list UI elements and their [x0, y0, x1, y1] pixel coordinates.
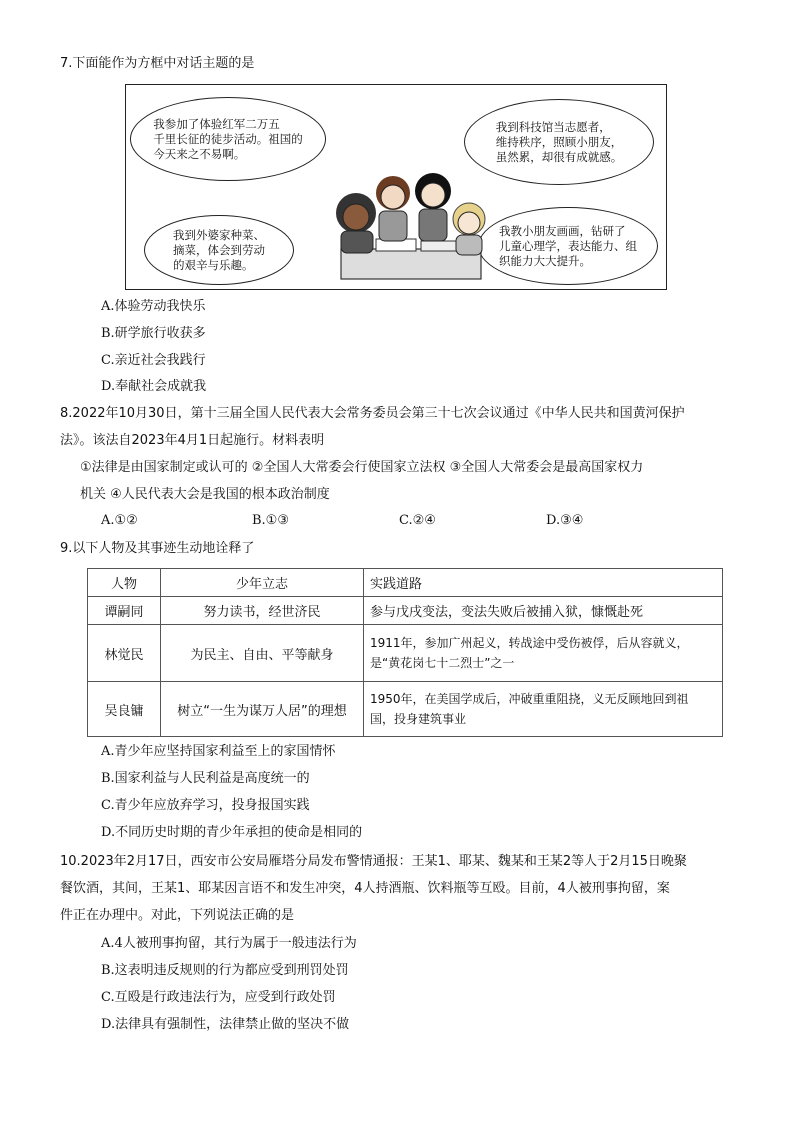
path-line: 1911年，参加广州起义，转战途中受伤被俘，后从容就义，: [370, 636, 689, 650]
q7-option-c[interactable]: C.亲近社会我践行: [101, 353, 206, 368]
q9-option-b[interactable]: B.国家利益与人民利益是高度统一的: [101, 771, 310, 786]
bubble-text: 我到科技馆当志愿者， 维持秩序，照顾小朋友， 虽然累，却很有成就感。: [495, 119, 623, 164]
person-aim: 努力读书，经世济民: [161, 597, 364, 625]
path-line: 国，投身建筑事业: [370, 712, 467, 726]
bubble-text: 我教小朋友画画，钻研了 儿童心理学，表达能力、组 织能力大大提升。: [499, 223, 637, 268]
speech-bubble-bottom-right: [478, 207, 658, 285]
q8-stem-line-1: 8.2022年10月30日，第十三届全国人民代表大会常务委员会第三十七次会议通过《中华人民共和国黄河保护: [60, 406, 685, 421]
q8-statements-line-1: ①法律是由国家制定或认可的 ②全国人大常委会行使国家立法权 ③全国人大常委会是最高国家权力: [80, 460, 644, 475]
header-cell: 人物: [88, 569, 161, 597]
person-name: 吴良镛: [88, 682, 161, 737]
path-line: 1950年，在美国学成后，冲破重重阻挠，义无反顾地回到祖: [370, 692, 689, 706]
children-illustration: [321, 153, 496, 281]
header-cell: 实践道路: [364, 569, 723, 597]
q7-stem: 7.下面能作为方框中对话主题的是: [60, 56, 255, 71]
q10-stem-line-2: 餐饮酒，其间，王某1、耶某因言语不和发生冲突，4人持酒瓶、饮料瓶等互殴。目前，4人被刑事拘留，案: [60, 881, 670, 896]
bubble-text: 我参加了体验红军二万五 千里长征的徒步活动。祖国的 今天来之不易啊。: [153, 116, 303, 161]
table-header-row: [88, 569, 723, 597]
q10-stem-line-3: 件正在办理中。对此，下列说法正确的是: [60, 908, 295, 923]
q9-option-c[interactable]: C.青少年应放弃学习，投身报国实践: [101, 798, 310, 813]
q9-option-d[interactable]: D.不同历史时期的青少年承担的使命是相同的: [101, 825, 363, 840]
q9-stem: 9.以下人物及其事迹生动地诠释了: [60, 541, 255, 556]
person-path: [364, 682, 723, 737]
q8-stem-line-2: 法》。该法自2023年4月1日起施行。材料表明: [60, 433, 325, 448]
q10-option-a[interactable]: A.4人被刑事拘留，其行为属于一般违法行为: [101, 936, 357, 951]
q10-option-b[interactable]: B.这表明违反规则的行为都应受到刑罚处罚: [101, 963, 349, 978]
person-aim: 树立“一生为谋万人居”的理想: [161, 682, 364, 737]
person-name: 谭嗣同: [88, 597, 161, 625]
person-path: [364, 625, 723, 682]
q7-option-a[interactable]: A.体验劳动我快乐: [101, 299, 206, 314]
speech-bubble-top-left: [130, 97, 326, 181]
q10-option-c[interactable]: C.互殴是行政违法行为，应受到行政处罚: [101, 990, 336, 1005]
deeds-table: [87, 568, 723, 737]
q7-option-d[interactable]: D.奉献社会成就我: [101, 379, 207, 394]
person-name: 林觉民: [88, 625, 161, 682]
q8-choice-d[interactable]: D.③④: [546, 513, 584, 528]
header-cell: 少年立志: [161, 569, 364, 597]
q9-option-a[interactable]: A.青少年应坚持国家利益至上的家国情怀: [101, 744, 336, 759]
bubble-text: 我到外婆家种菜、 摘菜，体会到劳动 的艰辛与乐趣。: [173, 227, 265, 272]
dialogue-figure: [125, 84, 667, 290]
path-line: 是“黄花岗七十二烈士”之一: [370, 656, 515, 670]
q8-choice-c[interactable]: C.②④: [399, 513, 436, 528]
person-path: 参与戊戌变法，变法失败后被捕入狱，慷慨赴死: [364, 597, 723, 625]
q10-stem-line-1: 10.2023年2月17日，西安市公安局雁塔分局发布警情通报：王某1、耶某、魏某和王某2等人于2月15日晚聚: [60, 854, 687, 869]
q8-choice-b[interactable]: B.①③: [252, 513, 289, 528]
table-row: [88, 625, 723, 682]
q8-statements-line-2: 机关 ④人民代表大会是我国的根本政治制度: [80, 487, 330, 502]
person-aim: 为民主、自由、平等献身: [161, 625, 364, 682]
table-row: [88, 682, 723, 737]
table-row: [88, 597, 723, 625]
q7-option-b[interactable]: B.研学旅行收获多: [101, 326, 206, 341]
speech-bubble-bottom-left: [144, 215, 294, 285]
q10-option-d[interactable]: D.法律具有强制性，法律禁止做的坚决不做: [101, 1017, 350, 1032]
q8-choice-a[interactable]: A.①②: [101, 513, 138, 528]
